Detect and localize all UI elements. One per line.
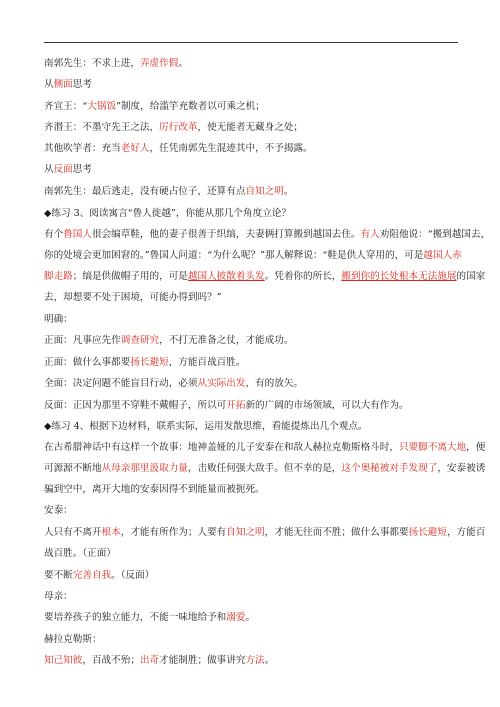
text-segment: ，方能百	[446, 527, 486, 538]
text-line-10	[44, 246, 462, 267]
text-line-5	[44, 139, 313, 160]
text-segment: 可源源不断地	[44, 463, 102, 474]
text-segment: 骗到空中，离开大地的安泰因得不到能量而被扼死。	[44, 484, 265, 495]
text-segment: 战百胜。（正面）	[44, 548, 116, 559]
highlight-text: 开拓	[226, 400, 246, 411]
highlight-text: 越国人赤	[423, 250, 462, 261]
highlight-text: 老好人	[120, 143, 150, 154]
text-segment: 齐湣王：不墨守先王之法，	[44, 122, 160, 133]
text-segment: 从	[44, 164, 54, 175]
document-body	[44, 54, 491, 674]
text-segment: 全面：决定问题不能盲目行动，必须	[44, 378, 198, 389]
text-segment: ，才能有所作为；人要有	[120, 527, 227, 538]
text-segment: 反面：正因为那里不穿鞋不戴帽子，所以可	[44, 400, 227, 411]
highlight-text: 大锅饭	[87, 101, 117, 112]
highlight-text: 知己知彼	[44, 655, 83, 666]
text-segment: ，有的放矢。	[245, 378, 304, 389]
highlight-text: 从实际出发	[197, 378, 246, 389]
text-line-17	[44, 396, 409, 417]
text-segment: 的国家	[456, 271, 486, 282]
text-line-22	[44, 501, 73, 522]
highlight-text: 方法	[245, 655, 265, 666]
highlight-text: 根本	[101, 527, 121, 538]
text-segment: 南郭先生：不求上进，	[44, 58, 140, 69]
text-line-6	[44, 160, 92, 181]
text-line-24	[44, 544, 116, 565]
text-segment: 才能制胜；做事讲究	[159, 655, 246, 666]
highlight-text: 自知之明	[245, 186, 284, 197]
text-line-2	[44, 75, 92, 96]
highlight-text: 调查研究	[120, 335, 160, 346]
highlight-text: 溺爱	[226, 612, 246, 623]
text-segment: 思考	[72, 164, 92, 175]
highlight-text: 脚走路	[44, 271, 73, 282]
text-segment: ”制度，给滥竽充数者以可乘之机；	[116, 101, 265, 112]
highlight-text: 出奇	[139, 655, 160, 666]
text-line-28	[44, 630, 102, 651]
text-segment: 正面：做什么事都要	[44, 357, 131, 368]
highlight-text: 这个奥秘被对手发现了	[341, 463, 438, 474]
header-rule	[44, 42, 458, 43]
highlight-text: 从母亲那里汲取力量	[101, 463, 188, 474]
text-line-29	[44, 651, 274, 672]
highlight-text: 搬到你的长处根本无法施展	[341, 271, 457, 282]
text-segment: 。	[283, 186, 294, 197]
text-segment: ，便	[466, 442, 486, 453]
text-segment: ◆练习 4、根据下边材料，联系实际，运用发散思维，看能提炼出几个观点。	[44, 421, 368, 432]
text-segment: 。	[245, 612, 256, 623]
text-line-12	[44, 288, 222, 309]
text-segment: 其他吹竽者：充当	[44, 143, 121, 154]
text-segment: ，方能百战百胜。	[168, 357, 246, 368]
text-segment: 很会编草鞋，他的妻子很善于织缟，夫妻俩打算搬到越国去住。	[91, 229, 361, 240]
text-segment: 安泰：	[44, 505, 73, 516]
text-line-26	[44, 587, 73, 608]
text-line-7	[44, 182, 293, 203]
highlight-text: 反面	[53, 164, 73, 175]
text-segment: ，使无能者无藏身之处；	[197, 122, 304, 133]
text-segment: ，任凭南郭先生混迹其中，不予揭露。	[149, 143, 313, 154]
text-segment: 母亲：	[44, 591, 73, 602]
text-segment: 思考	[72, 78, 92, 90]
text-segment: 从	[44, 78, 54, 90]
text-segment: ，安泰被诱	[437, 463, 486, 474]
text-segment: 劝阻他说：“搬到越国去，	[379, 229, 491, 240]
highlight-text: 扬长避短	[408, 527, 447, 538]
text-line-25	[44, 566, 154, 587]
text-segment: 齐宣王：“	[44, 101, 88, 112]
text-segment: 正面：凡事应先作	[44, 335, 121, 346]
text-line-19	[44, 438, 485, 459]
highlight-text: 越国人披散着头发	[187, 271, 265, 282]
highlight-text: 厉行改革	[159, 122, 198, 133]
highlight-text: 鲁国人	[63, 229, 92, 240]
highlight-text: 扬长避短	[130, 357, 169, 368]
text-segment: 。凭着你的所长，	[264, 271, 342, 282]
text-line-3	[44, 97, 265, 118]
text-line-23	[44, 523, 485, 544]
text-segment: 明确：	[44, 314, 73, 325]
text-line-4	[44, 118, 303, 139]
highlight-text: 侧面	[53, 78, 73, 90]
text-segment: 有个	[44, 229, 64, 240]
highlight-text: 完善自我	[72, 570, 112, 581]
text-segment: 南郭先生：最后逃走，没有硬占位子，还算有点	[44, 186, 246, 197]
text-line-20	[44, 459, 485, 480]
text-segment: ，百战不殆；	[82, 655, 140, 666]
highlight-text: 弄虚作假	[139, 58, 179, 69]
text-segment: ，不打无准备之仗，才能成功。	[159, 335, 294, 346]
text-segment: 你的处境会更加困窘的。”鲁国人问道：“为什么呢？”那人解释说：“鞋是供人穿用的，可是	[44, 250, 424, 261]
highlight-text: 只要脚不离大地	[398, 442, 467, 453]
text-segment: 赫拉克勒斯：	[44, 634, 102, 645]
text-segment: 新的广阔的市场领域，可以大有作为。	[245, 400, 409, 411]
text-segment: ；缟是供做帽子用的，可是	[72, 271, 188, 282]
text-segment: 。（反面）	[111, 570, 155, 581]
text-line-8	[44, 204, 291, 225]
text-line-15	[44, 353, 245, 374]
text-line-27	[44, 608, 255, 629]
text-segment: 要不断	[44, 570, 73, 581]
text-line-18	[44, 417, 368, 438]
text-segment: ，击败任何强大敌手。但不幸的是，	[187, 463, 342, 474]
text-line-11	[44, 267, 485, 288]
text-segment: 在古希腊神话中有这样一个故事：地神盖娅的儿子安泰在和敌人赫拉克勒斯格斗时，	[44, 442, 399, 453]
text-line-13	[44, 310, 73, 331]
text-segment: ◆练习 3、阅读寓言“鲁人徙越”，你能从那几个角度立论？	[44, 208, 291, 219]
text-line-1	[44, 54, 188, 75]
highlight-text: 有人	[360, 229, 380, 240]
text-line-9	[44, 225, 490, 246]
text-segment: ，才能无往而不胜；做什么事都要	[264, 527, 409, 538]
text-segment: 人只有不离开	[44, 527, 102, 538]
text-line-14	[44, 331, 293, 352]
text-segment: 。	[178, 58, 188, 69]
text-segment: 。	[264, 655, 275, 666]
text-line-21	[44, 480, 265, 501]
text-segment: 要培养孩子的独立能力，不能一味地给予和	[44, 612, 227, 623]
text-line-16	[44, 374, 303, 395]
highlight-text: 自知之明	[226, 527, 265, 538]
text-segment: 去，却想要不处于困境，可能办得到吗？”	[44, 292, 222, 303]
